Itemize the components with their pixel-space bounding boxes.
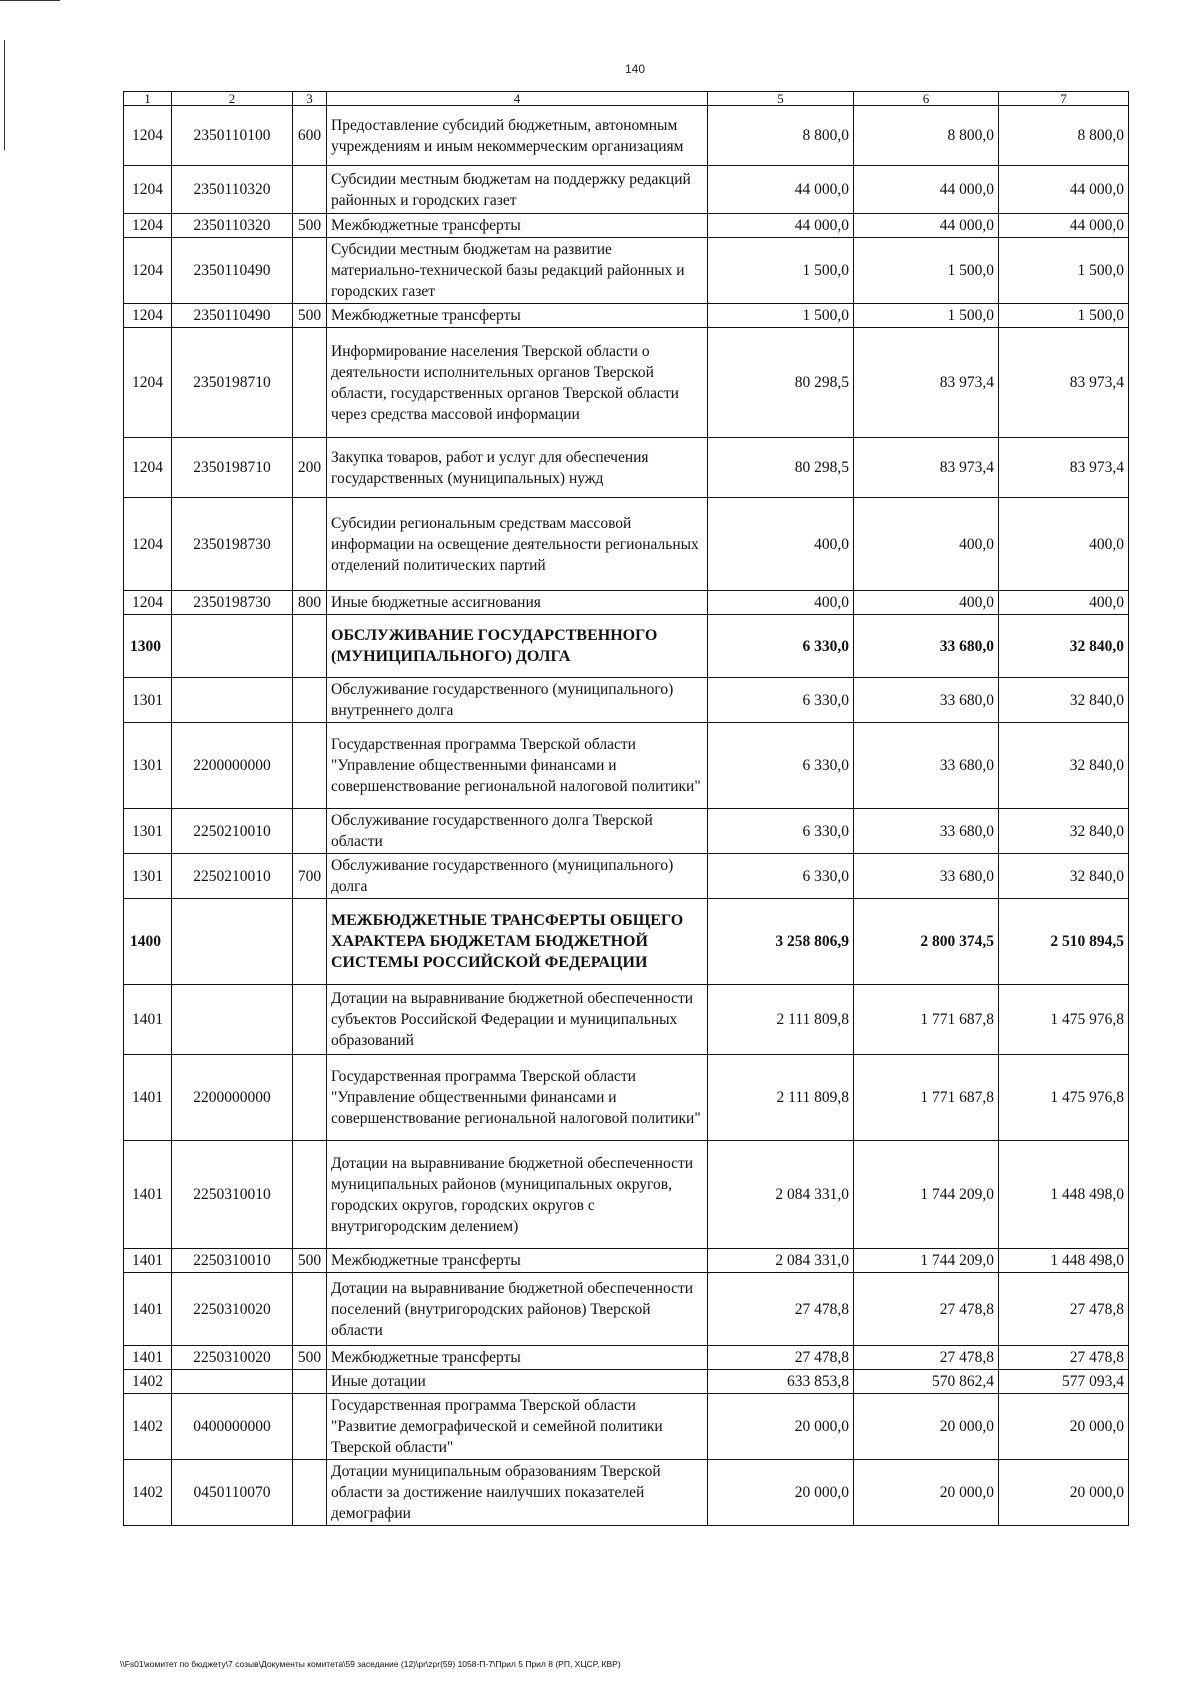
amount-year-1: 3 258 806,9 <box>708 899 854 985</box>
amount-year-1: 44 000,0 <box>708 214 854 238</box>
amount-year-3: 577 093,4 <box>999 1370 1129 1394</box>
table-row <box>124 214 1129 238</box>
table-row <box>124 723 1129 809</box>
table-row <box>124 591 1129 615</box>
expense-type-code <box>293 1460 327 1526</box>
page-number: 140 <box>624 62 646 76</box>
target-article-code: 0450110070 <box>172 1460 293 1526</box>
amount-year-1: 2 111 809,8 <box>708 1055 854 1141</box>
expense-type-code: 500 <box>293 304 327 328</box>
item-name: Государственная программа Тверской области "Развитие демографической и семейной политики Тверской области" <box>327 1394 708 1460</box>
target-article-code: 2200000000 <box>172 1055 293 1141</box>
amount-year-3: 32 840,0 <box>999 723 1129 809</box>
expense-type-code <box>293 1055 327 1141</box>
section-code: 1401 <box>124 985 172 1055</box>
item-name: Дотации на выравнивание бюджетной обеспеченности поселений (внутригородских районов) Тверской области <box>327 1273 708 1346</box>
expense-type-code: 500 <box>293 1249 327 1273</box>
table-body <box>124 106 1129 1526</box>
expense-type-code <box>293 1273 327 1346</box>
amount-year-2: 27 478,8 <box>854 1273 999 1346</box>
expense-type-code: 800 <box>293 591 327 615</box>
amount-year-3: 1 448 498,0 <box>999 1141 1129 1249</box>
section-code: 1401 <box>124 1273 172 1346</box>
item-name: Межбюджетные трансферты <box>327 1249 708 1273</box>
table-row <box>124 899 1129 985</box>
table-row <box>124 1394 1129 1460</box>
column-numbers-row <box>124 92 1129 106</box>
section-code: 1402 <box>124 1394 172 1460</box>
expense-type-code: 700 <box>293 854 327 899</box>
amount-year-2: 33 680,0 <box>854 615 999 678</box>
amount-year-1: 2 084 331,0 <box>708 1249 854 1273</box>
table-row <box>124 1249 1129 1273</box>
item-name: Дотации муниципальным образованиям Тверской области за достижение наилучших показателей демографии <box>327 1460 708 1526</box>
target-article-code: 2350110100 <box>172 106 293 166</box>
section-code: 1400 <box>124 899 172 985</box>
table-row <box>124 1460 1129 1526</box>
amount-year-3: 1 500,0 <box>999 304 1129 328</box>
table-row <box>124 1346 1129 1370</box>
item-name: Обслуживание государственного (муниципального) долга <box>327 854 708 899</box>
amount-year-2: 1 744 209,0 <box>854 1141 999 1249</box>
amount-year-1: 6 330,0 <box>708 809 854 854</box>
scan-mark <box>4 40 5 150</box>
target-article-code <box>172 1370 293 1394</box>
amount-year-3: 1 475 976,8 <box>999 985 1129 1055</box>
section-code: 1402 <box>124 1460 172 1526</box>
amount-year-2: 33 680,0 <box>854 723 999 809</box>
table-row <box>124 809 1129 854</box>
item-name: Дотации на выравнивание бюджетной обеспеченности субъектов Российской Федерации и муниципальных образований <box>327 985 708 1055</box>
amount-year-2: 2 800 374,5 <box>854 899 999 985</box>
section-code: 1204 <box>124 438 172 498</box>
section-code: 1301 <box>124 723 172 809</box>
amount-year-2: 1 500,0 <box>854 238 999 304</box>
section-code: 1301 <box>124 809 172 854</box>
amount-year-1: 6 330,0 <box>708 723 854 809</box>
item-name: Субсидии местным бюджетам на развитие материально-технической базы редакций районных и городских газет <box>327 238 708 304</box>
target-article-code: 2200000000 <box>172 723 293 809</box>
amount-year-2: 44 000,0 <box>854 166 999 214</box>
target-article-code: 2250310020 <box>172 1346 293 1370</box>
amount-year-1: 6 330,0 <box>708 678 854 723</box>
expense-type-code <box>293 166 327 214</box>
amount-year-1: 1 500,0 <box>708 304 854 328</box>
section-code: 1204 <box>124 238 172 304</box>
amount-year-3: 2 510 894,5 <box>999 899 1129 985</box>
amount-year-2: 1 744 209,0 <box>854 1249 999 1273</box>
column-number: 5 <box>708 92 854 106</box>
table-row <box>124 238 1129 304</box>
amount-year-3: 44 000,0 <box>999 214 1129 238</box>
section-code: 1204 <box>124 591 172 615</box>
amount-year-3: 44 000,0 <box>999 166 1129 214</box>
section-code: 1204 <box>124 328 172 438</box>
table-row <box>124 1370 1129 1394</box>
amount-year-3: 83 973,4 <box>999 438 1129 498</box>
amount-year-2: 33 680,0 <box>854 678 999 723</box>
section-code: 1402 <box>124 1370 172 1394</box>
amount-year-2: 83 973,4 <box>854 438 999 498</box>
section-code: 1204 <box>124 498 172 591</box>
target-article-code: 2250210010 <box>172 854 293 899</box>
amount-year-2: 400,0 <box>854 591 999 615</box>
amount-year-1: 20 000,0 <box>708 1460 854 1526</box>
amount-year-1: 1 500,0 <box>708 238 854 304</box>
expense-type-code: 500 <box>293 214 327 238</box>
item-name: Иные дотации <box>327 1370 708 1394</box>
section-code: 1401 <box>124 1249 172 1273</box>
amount-year-1: 400,0 <box>708 591 854 615</box>
amount-year-3: 400,0 <box>999 591 1129 615</box>
column-number: 3 <box>293 92 327 106</box>
section-code: 1401 <box>124 1055 172 1141</box>
amount-year-3: 32 840,0 <box>999 678 1129 723</box>
amount-year-2: 33 680,0 <box>854 854 999 899</box>
amount-year-3: 20 000,0 <box>999 1460 1129 1526</box>
target-article-code: 2350110490 <box>172 238 293 304</box>
section-code: 1204 <box>124 106 172 166</box>
table-row <box>124 615 1129 678</box>
target-article-code <box>172 899 293 985</box>
table-row <box>124 106 1129 166</box>
table-row <box>124 304 1129 328</box>
item-name: Межбюджетные трансферты <box>327 304 708 328</box>
column-number: 1 <box>124 92 172 106</box>
amount-year-2: 44 000,0 <box>854 214 999 238</box>
item-name: МЕЖБЮДЖЕТНЫЕ ТРАНСФЕРТЫ ОБЩЕГО ХАРАКТЕРА БЮДЖЕТАМ БЮДЖЕТНОЙ СИСТЕМЫ РОССИЙСКОЙ ФЕДЕРАЦИИ <box>327 899 708 985</box>
table-row <box>124 854 1129 899</box>
amount-year-1: 400,0 <box>708 498 854 591</box>
amount-year-1: 633 853,8 <box>708 1370 854 1394</box>
scan-mark <box>0 0 60 1</box>
amount-year-3: 8 800,0 <box>999 106 1129 166</box>
expense-type-code: 600 <box>293 106 327 166</box>
expense-type-code <box>293 985 327 1055</box>
expense-type-code: 200 <box>293 438 327 498</box>
section-code: 1301 <box>124 678 172 723</box>
expense-type-code <box>293 1141 327 1249</box>
target-article-code: 2250310010 <box>172 1141 293 1249</box>
section-code: 1204 <box>124 166 172 214</box>
amount-year-3: 20 000,0 <box>999 1394 1129 1460</box>
expense-type-code <box>293 238 327 304</box>
expense-type-code <box>293 809 327 854</box>
amount-year-2: 8 800,0 <box>854 106 999 166</box>
section-code: 1204 <box>124 304 172 328</box>
table-row <box>124 985 1129 1055</box>
amount-year-1: 44 000,0 <box>708 166 854 214</box>
target-article-code: 2350198710 <box>172 328 293 438</box>
item-name: Государственная программа Тверской области "Управление общественными финансами и совершенствование региональной налоговой политики" <box>327 723 708 809</box>
amount-year-3: 1 500,0 <box>999 238 1129 304</box>
amount-year-3: 400,0 <box>999 498 1129 591</box>
column-number: 7 <box>999 92 1129 106</box>
item-name: Обслуживание государственного (муниципального) внутреннего долга <box>327 678 708 723</box>
section-code: 1300 <box>124 615 172 678</box>
item-name: Иные бюджетные ассигнования <box>327 591 708 615</box>
column-number: 6 <box>854 92 999 106</box>
table-row <box>124 1055 1129 1141</box>
expense-type-code <box>293 1370 327 1394</box>
column-number: 2 <box>172 92 293 106</box>
item-name: Государственная программа Тверской области "Управление общественными финансами и совершенствование региональной налоговой политики" <box>327 1055 708 1141</box>
amount-year-1: 6 330,0 <box>708 854 854 899</box>
item-name: Закупка товаров, работ и услуг для обеспечения государственных (муниципальных) нужд <box>327 438 708 498</box>
amount-year-1: 27 478,8 <box>708 1346 854 1370</box>
amount-year-3: 32 840,0 <box>999 809 1129 854</box>
amount-year-1: 6 330,0 <box>708 615 854 678</box>
target-article-code <box>172 678 293 723</box>
amount-year-2: 400,0 <box>854 498 999 591</box>
amount-year-2: 20 000,0 <box>854 1394 999 1460</box>
amount-year-1: 20 000,0 <box>708 1394 854 1460</box>
expense-type-code <box>293 899 327 985</box>
amount-year-3: 83 973,4 <box>999 328 1129 438</box>
expense-type-code <box>293 678 327 723</box>
amount-year-2: 1 771 687,8 <box>854 985 999 1055</box>
section-code: 1204 <box>124 214 172 238</box>
target-article-code: 2350198730 <box>172 591 293 615</box>
amount-year-3: 32 840,0 <box>999 615 1129 678</box>
table-row <box>124 1273 1129 1346</box>
amount-year-3: 1 475 976,8 <box>999 1055 1129 1141</box>
table-row <box>124 498 1129 591</box>
target-article-code: 2250210010 <box>172 809 293 854</box>
expense-type-code: 500 <box>293 1346 327 1370</box>
section-code: 1401 <box>124 1346 172 1370</box>
amount-year-1: 80 298,5 <box>708 438 854 498</box>
target-article-code: 2250310010 <box>172 1249 293 1273</box>
amount-year-2: 83 973,4 <box>854 328 999 438</box>
table-row <box>124 166 1129 214</box>
target-article-code: 2250310020 <box>172 1273 293 1346</box>
section-code: 1301 <box>124 854 172 899</box>
target-article-code: 0400000000 <box>172 1394 293 1460</box>
table-row <box>124 328 1129 438</box>
target-article-code: 2350110320 <box>172 166 293 214</box>
amount-year-1: 2 111 809,8 <box>708 985 854 1055</box>
item-name: Субсидии региональным средствам массовой информации на освещение деятельности региональных отделений политических партий <box>327 498 708 591</box>
section-code: 1401 <box>124 1141 172 1249</box>
amount-year-3: 27 478,8 <box>999 1273 1129 1346</box>
target-article-code: 2350110490 <box>172 304 293 328</box>
amount-year-2: 20 000,0 <box>854 1460 999 1526</box>
target-article-code <box>172 985 293 1055</box>
amount-year-1: 80 298,5 <box>708 328 854 438</box>
item-name: Межбюджетные трансферты <box>327 1346 708 1370</box>
amount-year-3: 27 478,8 <box>999 1346 1129 1370</box>
amount-year-1: 27 478,8 <box>708 1273 854 1346</box>
expense-type-code <box>293 723 327 809</box>
table-row <box>124 678 1129 723</box>
table-row <box>124 438 1129 498</box>
budget-table <box>123 91 1129 1526</box>
item-name: Предоставление субсидий бюджетным, автономным учреждениям и иным некоммерческим организациям <box>327 106 708 166</box>
column-number: 4 <box>327 92 708 106</box>
item-name: ОБСЛУЖИВАНИЕ ГОСУДАРСТВЕННОГО (МУНИЦИПАЛЬНОГО) ДОЛГА <box>327 615 708 678</box>
amount-year-2: 570 862,4 <box>854 1370 999 1394</box>
expense-type-code <box>293 328 327 438</box>
target-article-code <box>172 615 293 678</box>
amount-year-1: 2 084 331,0 <box>708 1141 854 1249</box>
amount-year-2: 1 500,0 <box>854 304 999 328</box>
amount-year-3: 32 840,0 <box>999 854 1129 899</box>
target-article-code: 2350198730 <box>172 498 293 591</box>
amount-year-2: 1 771 687,8 <box>854 1055 999 1141</box>
item-name: Межбюджетные трансферты <box>327 214 708 238</box>
expense-type-code <box>293 615 327 678</box>
amount-year-2: 33 680,0 <box>854 809 999 854</box>
expense-type-code <box>293 1394 327 1460</box>
target-article-code: 2350198710 <box>172 438 293 498</box>
item-name: Обслуживание государственного долга Тверской области <box>327 809 708 854</box>
target-article-code: 2350110320 <box>172 214 293 238</box>
amount-year-2: 27 478,8 <box>854 1346 999 1370</box>
amount-year-3: 1 448 498,0 <box>999 1249 1129 1273</box>
table-row <box>124 1141 1129 1249</box>
item-name: Информирование населения Тверской области о деятельности исполнительных органов Тверской области, государственных органов Тверской области через средства массовой информации <box>327 328 708 438</box>
item-name: Дотации на выравнивание бюджетной обеспеченности муниципальных районов (муниципальных округов, городских округов, городских округов с внутригородским делением) <box>327 1141 708 1249</box>
file-path-footer: \\Fs01\комитет по бюджету\7 созыв\Документы комитета\59 заседание (12)\pr\zpr(59) 1058-П-7\Прил 5 Прил 8 (РП, ХЦСР, КВР) <box>120 1659 621 1669</box>
amount-year-1: 8 800,0 <box>708 106 854 166</box>
expense-type-code <box>293 498 327 591</box>
item-name: Субсидии местным бюджетам на поддержку редакций районных и городских газет <box>327 166 708 214</box>
